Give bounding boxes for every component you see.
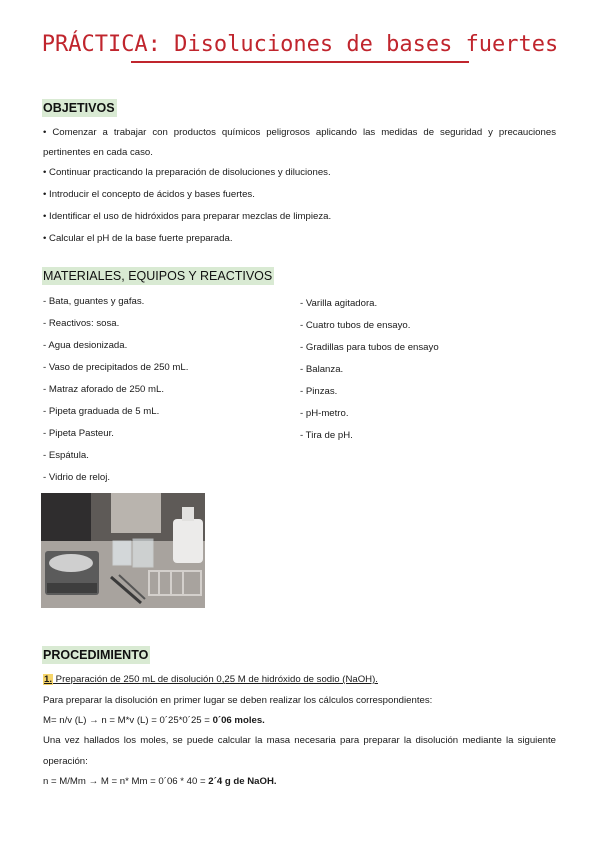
- objetivos-item: pertinentes en cada caso.: [43, 147, 153, 158]
- material-item: - Varilla agitadora.: [300, 298, 378, 309]
- step-title-text: Preparación de 250 mL de disolución 0,25 M de hidróxido de sodio (NaOH).: [53, 674, 378, 685]
- material-item: - Matraz aforado de 250 mL.: [43, 384, 165, 395]
- material-item: - Gradillas para tubos de ensayo: [300, 342, 439, 353]
- objetivos-heading: OBJETIVOS: [43, 101, 115, 115]
- material-item: - Pipeta Pasteur.: [43, 428, 114, 439]
- material-item: - Tira de pH.: [300, 430, 353, 441]
- lab-equipment-photo: [41, 493, 205, 608]
- step-1-title: [43, 673, 378, 686]
- material-item: - pH-metro.: [300, 408, 349, 419]
- material-item: - Vidrio de reloj.: [43, 472, 111, 483]
- equation-moles: [43, 714, 265, 727]
- material-item: - Espátula.: [43, 450, 89, 461]
- title-underline: [131, 61, 469, 63]
- material-item: - Balanza.: [300, 364, 344, 375]
- material-item: - Bata, guantes y gafas.: [43, 296, 145, 307]
- equation-moles-text: M= n/v (L) → n = M*v (L) = 0´25*0´25 =: [43, 715, 213, 726]
- objetivos-item: • Calcular el pH de la base fuerte preparada.: [43, 233, 233, 244]
- material-item: - Vaso de precipitados de 250 mL.: [43, 362, 189, 373]
- materiales-heading: MATERIALES, EQUIPOS Y REACTIVOS: [43, 269, 273, 283]
- objetivos-item: • Identificar el uso de hidróxidos para preparar mezclas de limpieza.: [43, 211, 332, 222]
- equation-moles-result: 0´06 moles.: [212, 715, 265, 726]
- page-title: PRÁCTICA: Disoluciones de bases fuertes: [41, 32, 559, 57]
- procedure-line: Para preparar la disolución en primer lugar se deben realizar los cálculos correspondientes:: [43, 695, 433, 706]
- material-item: - Pinzas.: [300, 386, 338, 397]
- procedure-line: Una vez hallados los moles, se puede calcular la masa necesaria para preparar la disolución mediante la siguiente: [43, 735, 556, 746]
- equation-mass: [43, 775, 277, 788]
- procedure-line: operación:: [43, 756, 88, 767]
- procedimiento-heading: PROCEDIMIENTO: [43, 648, 149, 662]
- equation-mass-result: 2´4 g de NaOH.: [208, 776, 277, 787]
- objetivos-item: • Continuar practicando la preparación de disoluciones y diluciones.: [43, 167, 331, 178]
- material-item: - Pipeta graduada de 5 mL.: [43, 406, 160, 417]
- material-item: - Cuatro tubos de ensayo.: [300, 320, 411, 331]
- objetivos-item: • Comenzar a trabajar con productos químicos peligrosos aplicando las medidas de seguridad y precauciones: [43, 127, 556, 138]
- step-number: 1.: [44, 674, 53, 685]
- material-item: - Reactivos: sosa.: [43, 318, 120, 329]
- material-item: - Agua desionizada.: [43, 340, 128, 351]
- equation-mass-text: n = M/Mm → M = n* Mm = 0´06 * 40 =: [43, 776, 209, 787]
- objetivos-item: • Introducir el concepto de ácidos y bases fuertes.: [43, 189, 255, 200]
